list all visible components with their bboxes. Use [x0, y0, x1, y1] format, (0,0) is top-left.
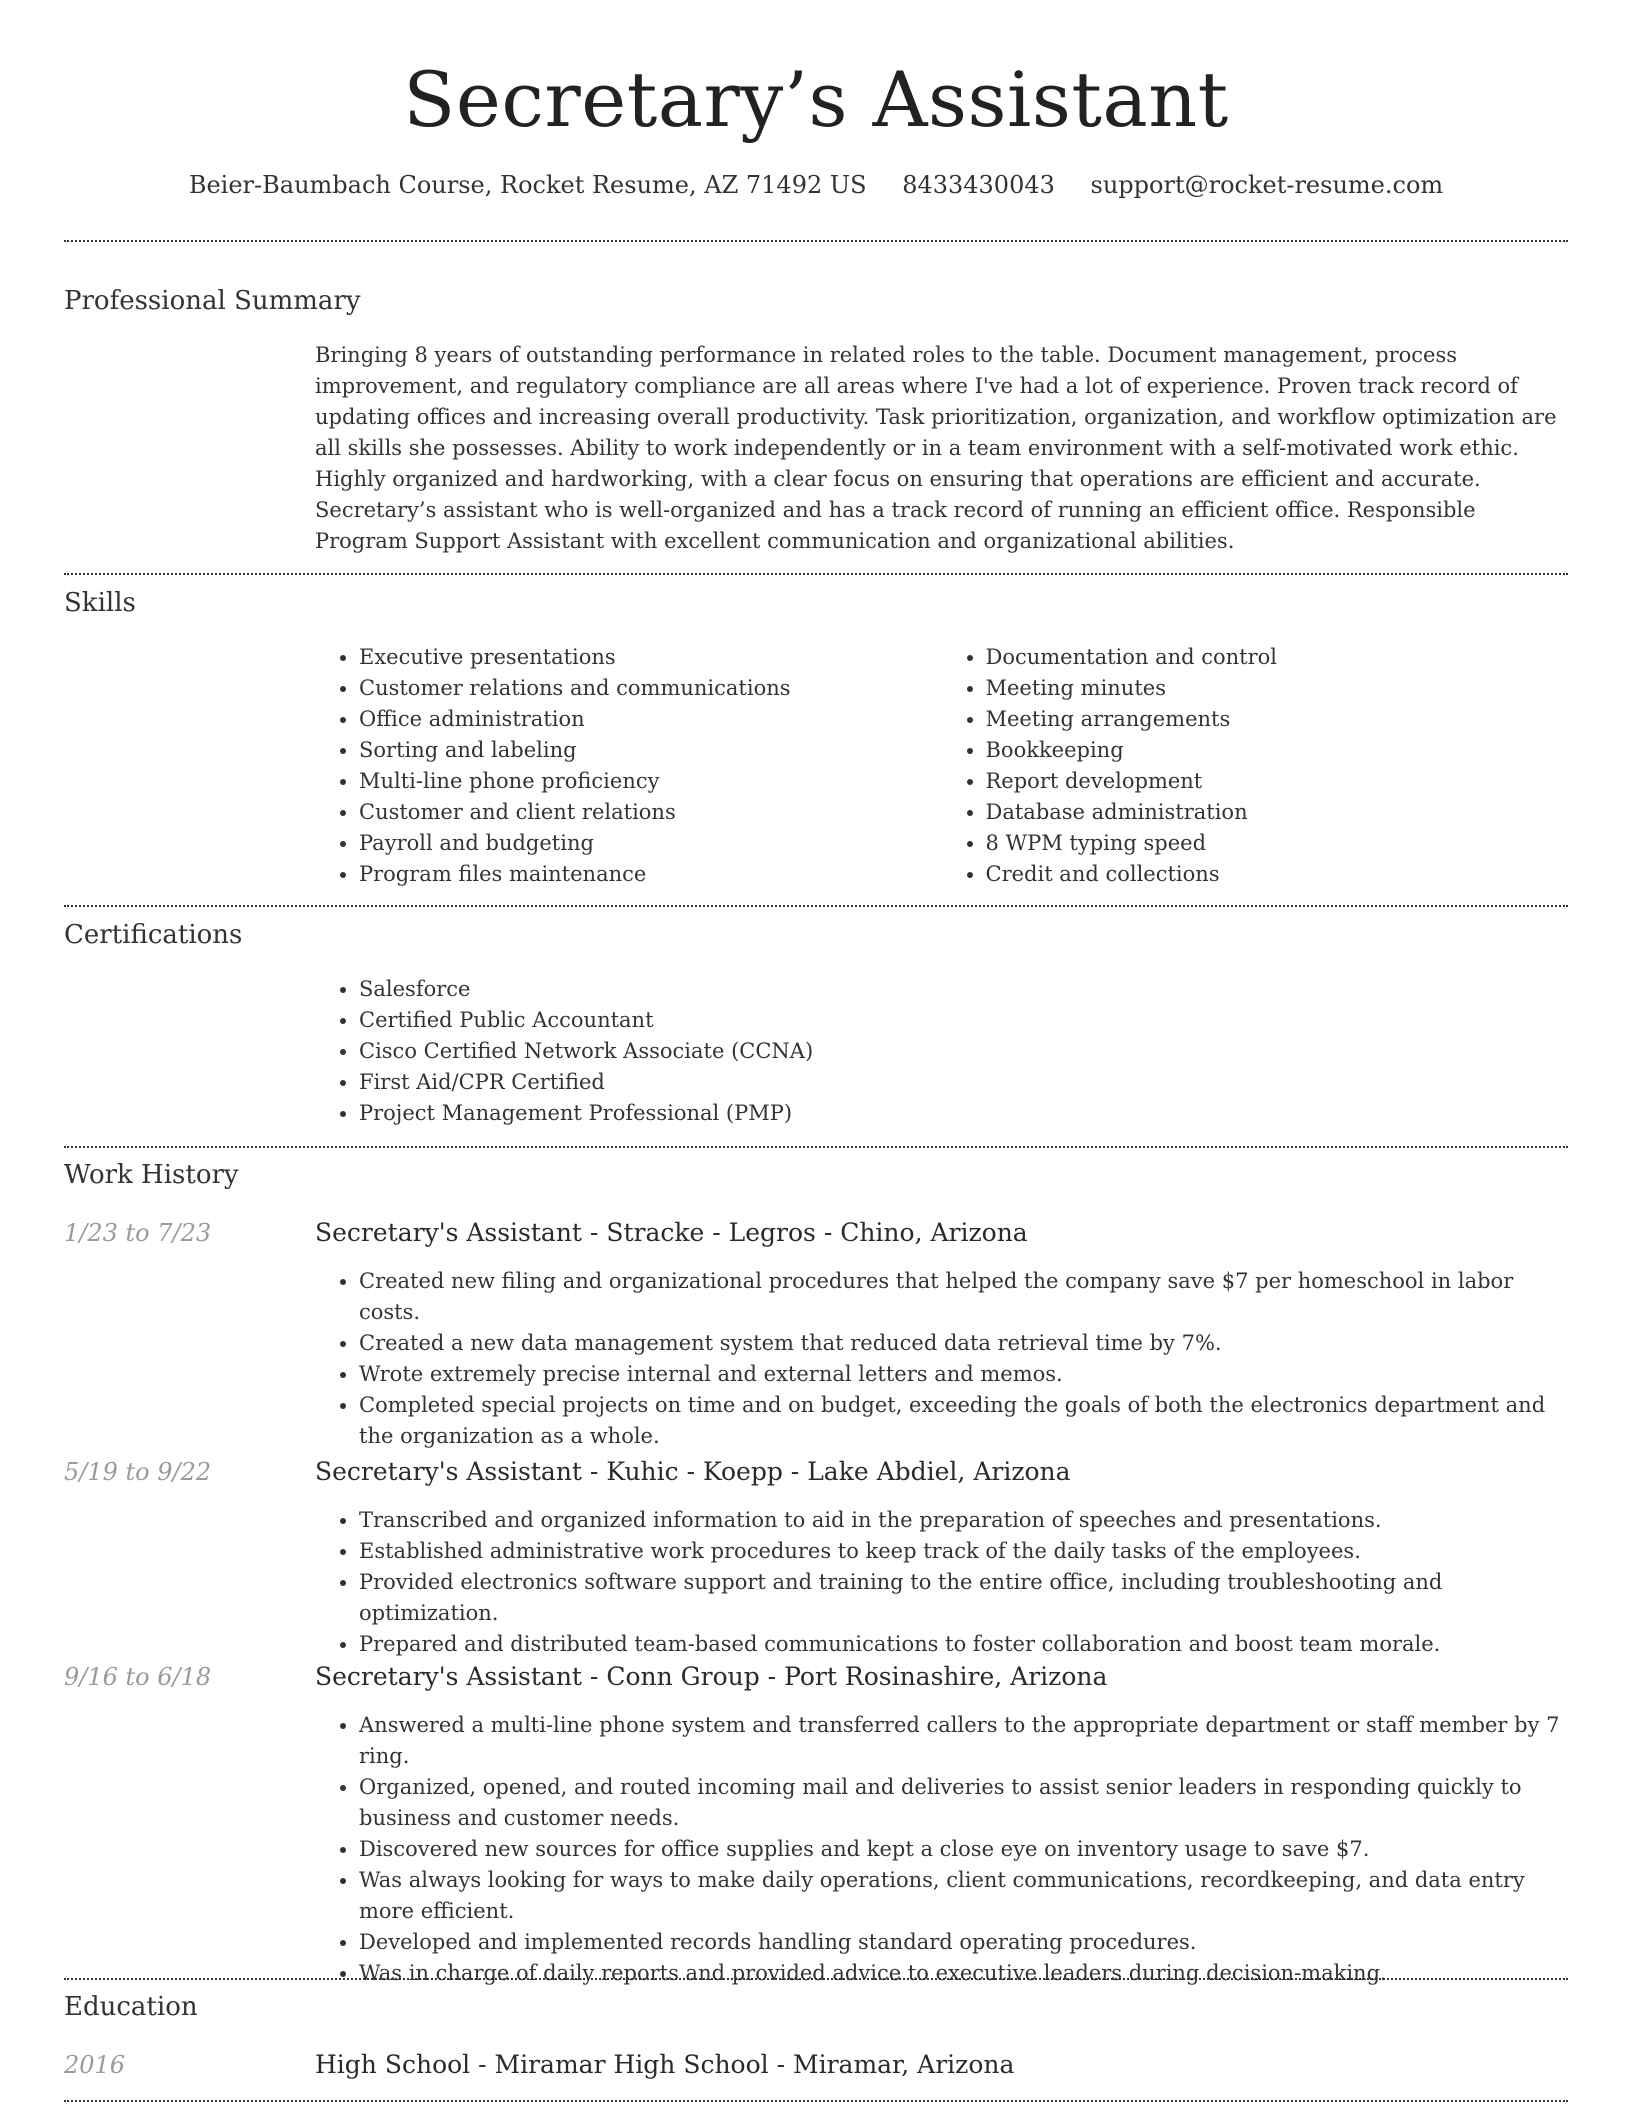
job-bullet: • Created new filing and organizational procedures that helped the company save $7 per homeschool in labor costs.	[359, 1266, 1568, 1328]
skill-item: • Office administration	[359, 704, 942, 735]
section-title-certifications: Certifications	[64, 920, 243, 950]
summary-text: Bringing 8 years of outstanding performance in related roles to the table. Document management, process improvement, and regulatory compliance are all areas where I've had a lot of experience. Proven track record of updating offices and increasing overall productivity. Task prioritization, organization, and workflow optimization are all skills she possesses. Ability to work independently or in a team environment with a self-motivated work ethic. Highly organized and hardworking, with a clear focus on ensuring that operations are efficient and accurate. Secretary’s assistant who is well-organized and has a track record of running an efficient office. Responsible Program Support Assistant with excellent communication and organizational abilities.	[315, 343, 1557, 553]
job-details	[315, 1710, 1568, 1989]
job-bullet: • Completed special projects on time and on budget, exceeding the goals of both the electronics department and the organization as a whole.	[359, 1390, 1568, 1452]
skill-item: • Database administration	[986, 797, 1569, 828]
section-title-education: Education	[64, 1992, 198, 2022]
section-title-work-history: Work History	[64, 1160, 239, 1190]
job-bullet: • Wrote extremely precise internal and external letters and memos.	[359, 1359, 1568, 1390]
skill-item: • Meeting arrangements	[986, 704, 1569, 735]
skill-item: • Credit and collections	[986, 859, 1569, 890]
skill-item: • Sorting and labeling	[359, 735, 942, 766]
job-title: Secretary's Assistant - Kuhic - Koepp - Lake Abdiel, Arizona	[315, 1457, 1071, 1486]
job-details	[315, 1266, 1568, 1452]
job-bullet: • Was in charge of daily reports and provided advice to executive leaders during decision-making.	[359, 1958, 1568, 1989]
job-bullet: • Answered a multi-line phone system and transferred callers to the appropriate department or staff member by 7 ring.	[359, 1710, 1568, 1772]
skill-item: • Customer and client relations	[359, 797, 942, 828]
contact-line	[64, 168, 1568, 202]
education-year: 2016	[64, 2051, 126, 2079]
job-bullet: • Provided electronics software support and training to the entire office, including troubleshooting and optimization.	[359, 1567, 1568, 1629]
skill-item: • Program files maintenance	[359, 859, 942, 890]
skills-block	[315, 642, 1568, 890]
education-title: High School - Miramar High School - Miramar, Arizona	[315, 2050, 1015, 2079]
section-divider	[64, 2100, 1568, 2102]
job-title: Secretary's Assistant - Conn Group - Port Rosinashire, Arizona	[315, 1662, 1108, 1691]
section-title-summary: Professional Summary	[64, 286, 361, 316]
section-divider	[64, 240, 1568, 242]
job-bullets	[315, 1505, 1568, 1660]
certification-item: • First Aid/CPR Certified	[359, 1067, 1568, 1098]
job-title: Secretary's Assistant - Stracke - Legros - Chino, Arizona	[315, 1218, 1028, 1247]
certification-item: • Salesforce	[359, 974, 1568, 1005]
contact-email: support@rocket-resume.com	[1090, 171, 1444, 199]
summary-block	[315, 340, 1568, 557]
certification-item: • Certified Public Accountant	[359, 1005, 1568, 1036]
certifications-block	[315, 974, 1568, 1129]
job-dates: 5/19 to 9/22	[64, 1458, 212, 1486]
job-bullet: • Established administrative work procedures to keep track of the daily tasks of the employees.	[359, 1536, 1568, 1567]
job-bullet: • Was always looking for ways to make daily operations, client communications, recordkeeping, and data entry more efficient.	[359, 1865, 1568, 1927]
job-bullet: • Transcribed and organized information to aid in the preparation of speeches and presentations.	[359, 1505, 1568, 1536]
job-dates: 9/16 to 6/18	[64, 1663, 212, 1691]
job-dates: 1/23 to 7/23	[64, 1219, 212, 1247]
certification-item: • Cisco Certified Network Associate (CCNA)	[359, 1036, 1568, 1067]
section-title-skills: Skills	[64, 588, 136, 618]
skill-item: • Multi-line phone proficiency	[359, 766, 942, 797]
job-bullet: • Developed and implemented records handling standard operating procedures.	[359, 1927, 1568, 1958]
skill-item: • Meeting minutes	[986, 673, 1569, 704]
skill-item: • Executive presentations	[359, 642, 942, 673]
skill-item: • Documentation and control	[986, 642, 1569, 673]
section-divider	[64, 573, 1568, 575]
section-divider	[64, 1978, 1568, 1980]
job-bullet: • Prepared and distributed team-based communications to foster collaboration and boost team morale.	[359, 1629, 1568, 1660]
certifications-list	[315, 974, 1568, 1129]
job-bullets	[315, 1710, 1568, 1989]
skill-item: • 8 WPM typing speed	[986, 828, 1569, 859]
skills-list-left	[315, 642, 942, 890]
job-bullet: • Organized, opened, and routed incoming mail and deliveries to assist senior leaders in responding quickly to business and customer needs.	[359, 1772, 1568, 1834]
contact-phone: 8433430043	[902, 171, 1055, 199]
job-bullets	[315, 1266, 1568, 1452]
candidate-name: Secretary’s Assistant	[403, 55, 1229, 144]
job-bullet: • Discovered new sources for office supplies and kept a close eye on inventory usage to save $7.	[359, 1834, 1568, 1865]
section-divider	[64, 905, 1568, 907]
skills-list-right	[942, 642, 1569, 890]
contact-address: Beier-Baumbach Course, Rocket Resume, AZ 71492 US	[188, 171, 867, 199]
job-details	[315, 1505, 1568, 1660]
skill-item: • Payroll and budgeting	[359, 828, 942, 859]
certification-item: • Project Management Professional (PMP)	[359, 1098, 1568, 1129]
job-bullet: • Created a new data management system that reduced data retrieval time by 7%.	[359, 1328, 1568, 1359]
skill-item: • Report development	[986, 766, 1569, 797]
section-divider	[64, 1146, 1568, 1148]
skill-item: • Bookkeeping	[986, 735, 1569, 766]
skill-item: • Customer relations and communications	[359, 673, 942, 704]
